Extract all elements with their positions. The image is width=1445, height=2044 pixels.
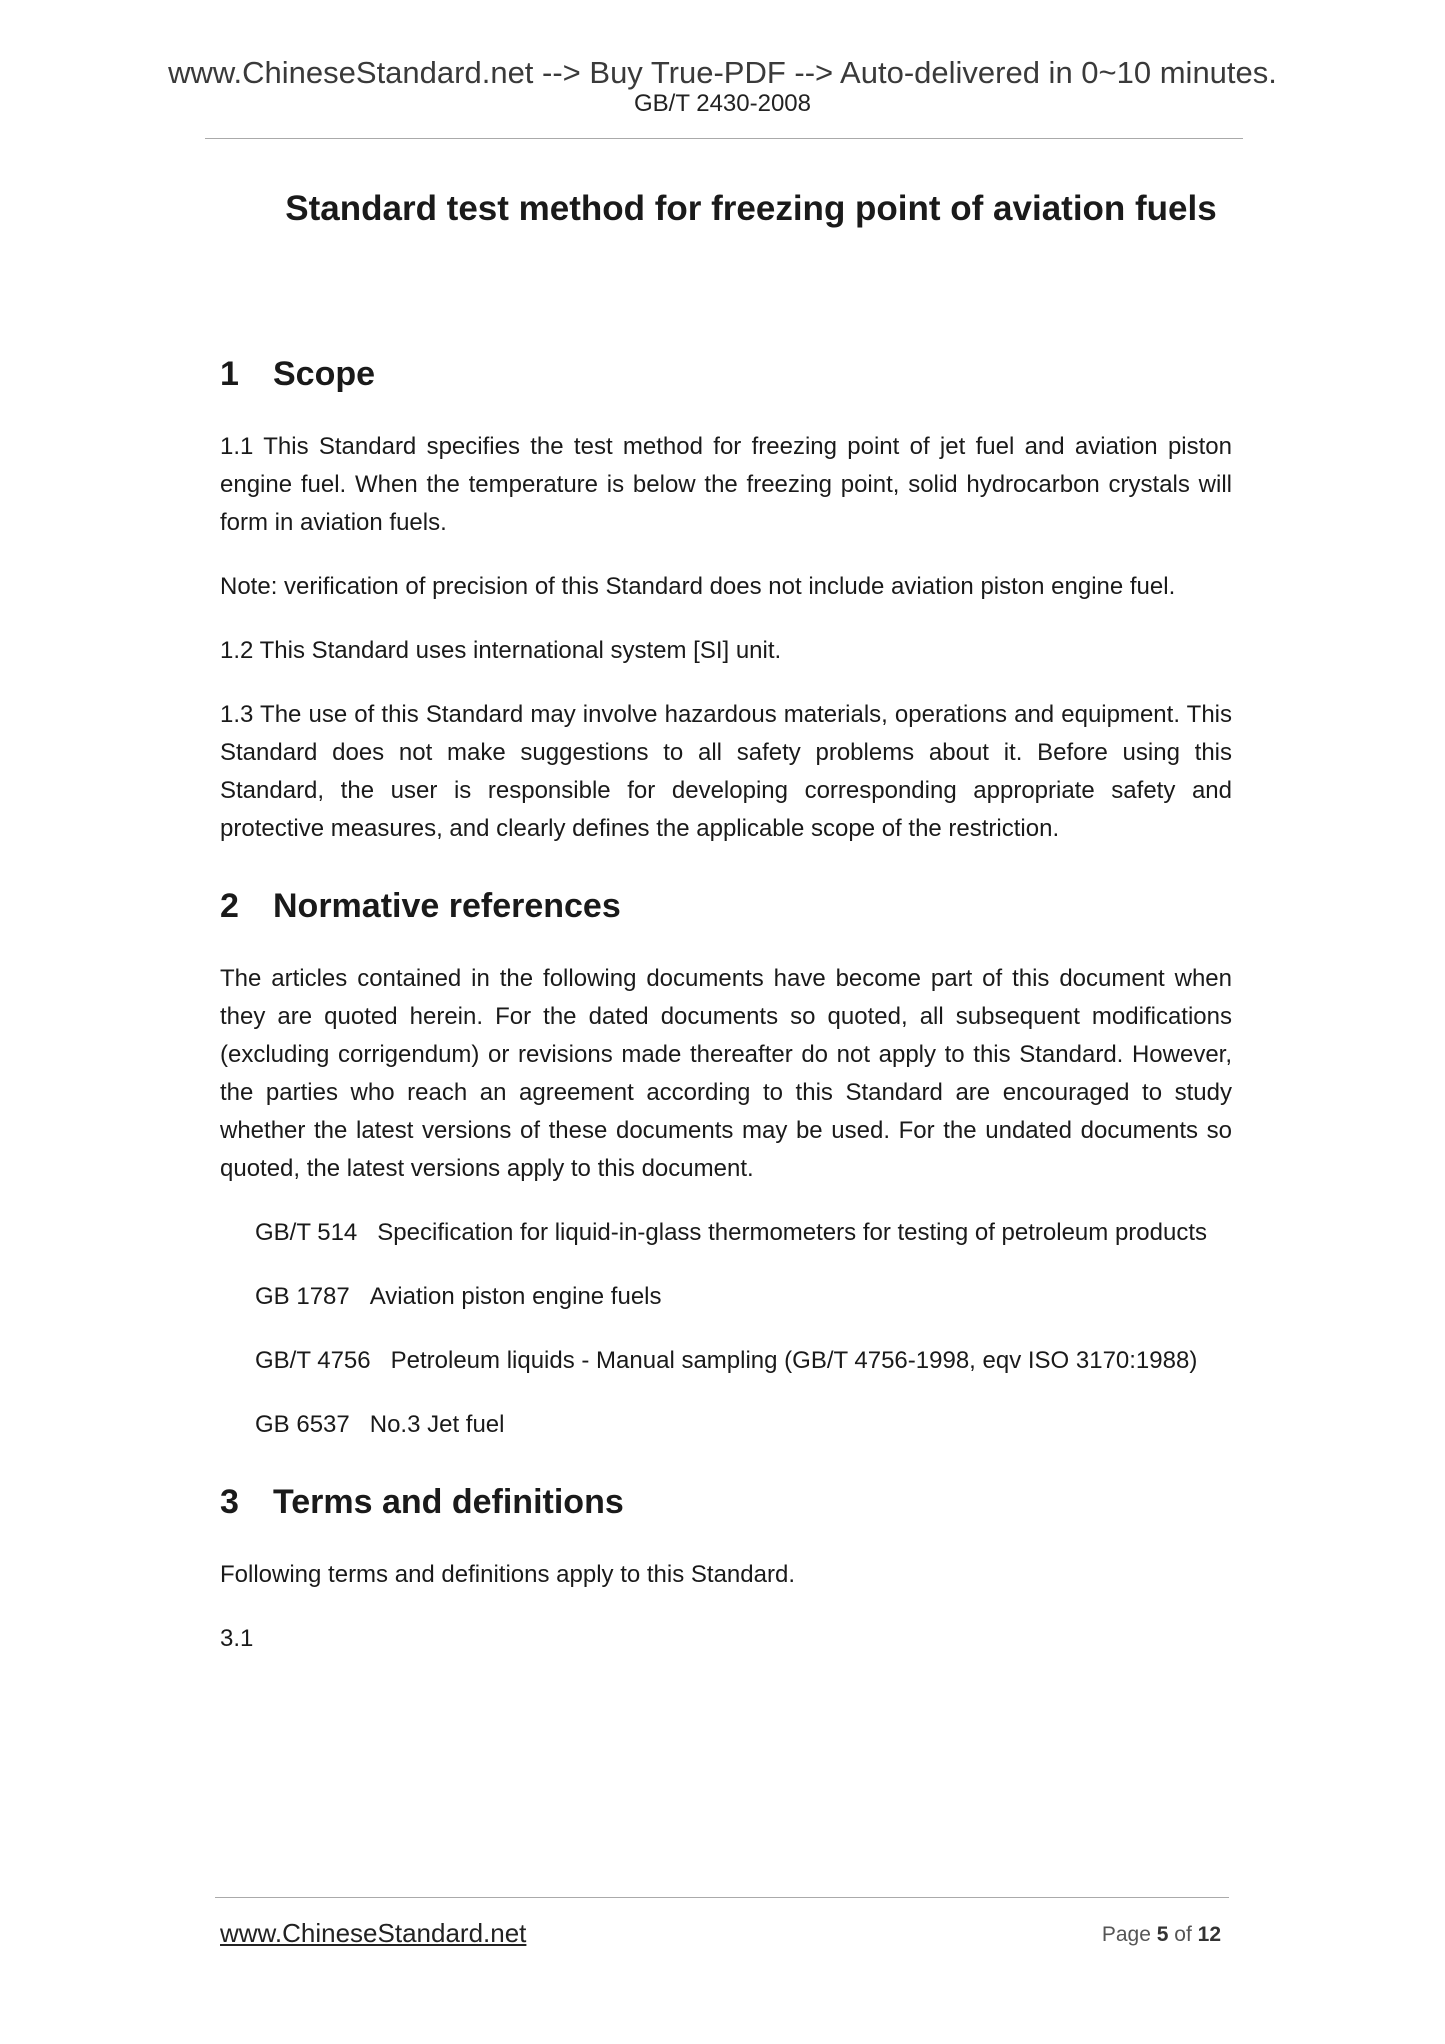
normative-intro: The articles contained in the following documents have become part of this document when they are quoted herein. For the dated documents so quoted, all subsequent modifications (excluding corrigendum) or revisions made thereafter do not apply to this Standard. However, the parties who reach an agreement according to this Standard are encouraged to study whether the latest versions of these documents may be used. For the undated documents so quoted, the latest versions apply to this document. [220,965,1232,1182]
reference-title: No.3 Jet fuel [369,1411,505,1438]
reference-code: GB/T 4756 [255,1347,371,1374]
reference-code: GB 6537 [255,1411,350,1438]
reference-item [255,1406,1232,1444]
document-title: Standard test method for freezing point of aviation fuels [285,189,1217,228]
footer-site-link[interactable]: www.ChineseStandard.net [220,1918,527,1948]
section-title: Normative references [273,887,621,925]
page-indicator [1102,1922,1221,1948]
page-label: Page [1101,1923,1151,1946]
section-1-heading [220,352,1232,396]
page-total: 12 [1197,1923,1221,1946]
section-number: 3 [220,1483,239,1521]
document-body [220,352,1232,1658]
clause-1-1: 1.1 This Standard specifies the test method for freezing point of jet fuel and aviation piston engine fuel. When the temperature is below the freezing point, solid hydrocarbon crystals will form in aviation fuels. [220,433,1232,536]
clause-1-2: 1.2 This Standard uses international system [SI] unit. [220,637,782,664]
footer-divider [215,1897,1229,1898]
reference-code: GB/T 514 [255,1219,358,1246]
section-2-heading [220,884,1232,928]
section-number: 1 [220,355,239,393]
terms-intro: Following terms and definitions apply to this Standard. [220,1561,795,1588]
reference-item [255,1342,1232,1380]
standard-code: GB/T 2430-2008 [633,90,811,117]
clause-1-3: 1.3 The use of this Standard may involve hazardous materials, operations and equipment. This Standard does not make suggestions to all safety problems about it. Before using this Standard, the user is responsible for developing corresponding appropriate safety and protective measures, and clearly defines the applicable scope of the restriction. [220,701,1232,842]
clause-3-1: 3.1 [220,1625,254,1652]
page-of: of [1174,1923,1192,1946]
header-banner: www.ChineseStandard.net --> Buy True-PDF --> Auto-delivered in 0~10 minutes. [168,55,1277,90]
section-number: 2 [220,887,239,925]
section-title: Terms and definitions [273,1483,624,1521]
page-current: 5 [1156,1923,1169,1946]
reference-code: GB 1787 [255,1283,350,1310]
header-divider [205,138,1243,139]
section-title: Scope [273,355,376,393]
reference-item [255,1278,1232,1316]
reference-title: Specification for liquid-in-glass thermometers for testing of petroleum products [377,1219,1207,1246]
note-paragraph: Note: verification of precision of this Standard does not include aviation piston engine fuel. [220,573,1176,600]
reference-title: Aviation piston engine fuels [369,1283,662,1310]
section-3-heading [220,1480,1232,1524]
reference-item [255,1214,1232,1252]
reference-title: Petroleum liquids - Manual sampling (GB/T 4756-1998, eqv ISO 3170:1988) [390,1347,1198,1374]
